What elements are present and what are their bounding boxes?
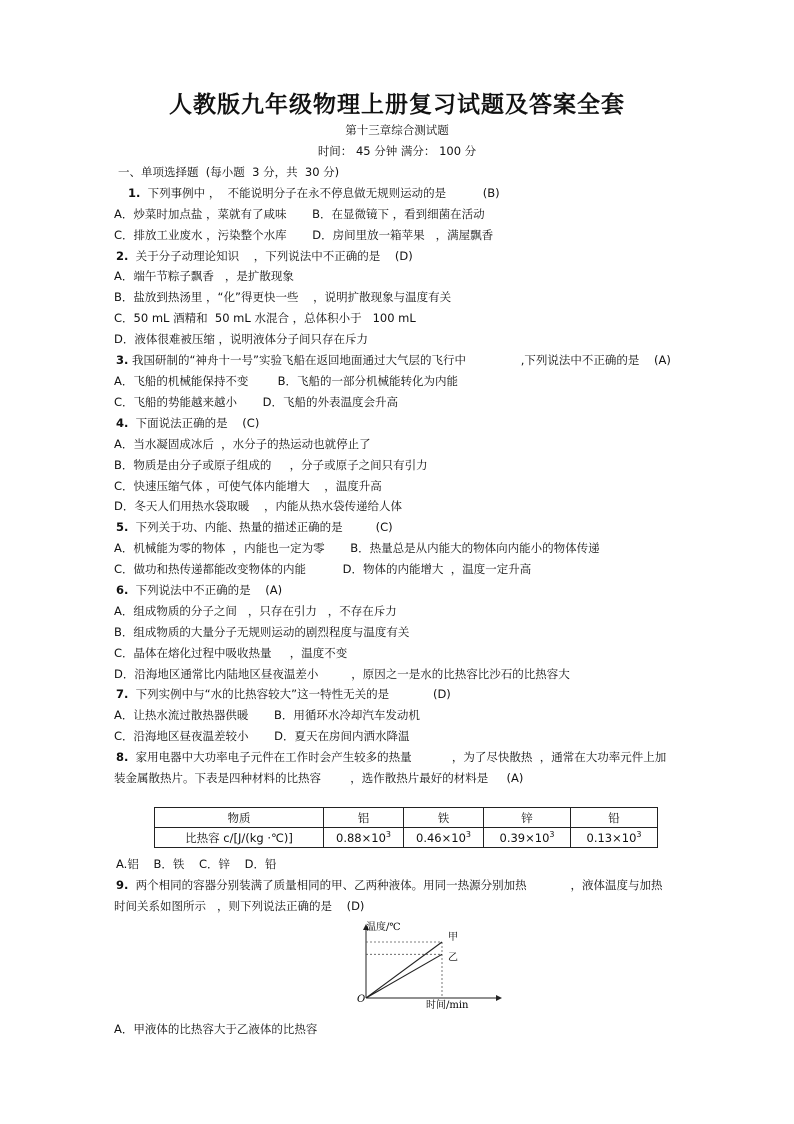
question-9-line2: 时间关系如图所示 ，则下列说法正确的是 (D) [114,899,365,913]
question-9-line1: 9. 两个相同的容器分别装满了质量相同的甲、乙两种液体。用同一热源分别加热 ，液体温度与加热 [116,878,663,892]
question-4-option-b: B．物质是由分子或原子组成的 ，分子或原子之间只有引力 [114,458,428,472]
question-4-option-d: D．冬天人们用热水袋取暖 ，内能从热水袋传递给人体 [114,499,402,513]
question-1-options-ab: A．炒菜时加点盐 ，菜就有了咸味 B．在显微镜下 ，看到细菌在活动 [114,207,485,221]
table-header-cell: 铅 [571,808,658,828]
question-2: 2. 关于分子动理论知识 ，下列说法中不正确的是 (D) [116,249,413,263]
question-3: 3. 我国研制的“神舟十一号”实验飞船在返回地面通过大气层的飞行中 ,下列说法中不正确的是 (A) [116,353,671,367]
question-8-line2: 装金属散热片。下表是四种材料的比热容 ，选作散热片最好的材料是 (A) [114,771,524,785]
temperature-time-figure [350,912,510,1012]
section-heading: 一、单项选择题 (每小题 3 分，共 30 分) [118,165,340,179]
question-2-option-c: C．50 mL 酒精和 50 mL 水混合 ，总体积小于 100 mL [114,311,416,325]
question-9-option-a: A．甲液体的比热容大于乙液体的比热容 [114,1022,318,1036]
table-header-row [155,808,658,828]
table-cell: $0.39\times 10^3$ [484,828,571,848]
series-label: 乙 [448,952,458,964]
question-8-options: A.铝 B．铁 C．锌 D．铅 [116,857,277,871]
question-1: 1. 下列事例中 ， 不能说明分子在永不停息做无规则运动的是 (B) [128,186,500,200]
question-7-options-cd: C．沿海地区昼夜温差较小 D．夏天在房间内洒水降温 [114,729,410,743]
x-axis-arrow [496,995,502,1001]
y-axis-label: 温度/℃ [366,922,401,933]
question-8-line1: 8. 家用电器中大功率电子元件在工作时会产生较多的热量 ，为了尽快散热 ，通常在大功率元件上加 [116,750,667,764]
time-score-line: 时间： 45 分钟 满分： 100 分 [317,144,477,158]
table-cell: $0.88\times 10^3$ [324,828,404,848]
question-4-option-c: C．快速压缩气体 ，可使气体内能增大 ，温度升高 [114,479,382,493]
question-5: 5. 下列关于功、内能、热量的描述正确的是 (C) [116,520,393,534]
series-line [366,942,442,998]
figure-series [366,931,458,998]
question-6-option-c: C．晶体在熔化过程中吸收热量 ，温度不变 [114,646,348,660]
question-2-option-d: D．液体很难被压缩 ，说明液体分子间只存在斥力 [114,332,369,346]
table-row [155,828,658,848]
question-6-option-b: B．组成物质的大量分子无规则运动的剧烈程度与温度有关 [114,625,410,639]
question-4: 4. 下面说法正确的是 (C) [116,416,260,430]
question-7: 7. 下列实例中与“水的比热容较大”这一特性无关的是 (D) [116,687,451,701]
table-header-cell: 锌 [484,808,571,828]
table-header-cell: 铁 [404,808,484,828]
x-axis-label: 时间/min [426,1000,469,1011]
table-row-label: 比热容 c/[J/(kg ·℃)] [155,828,324,848]
question-6: 6. 下列说法中不正确的是 (A) [116,583,283,597]
table-header-cell: 物质 [155,808,324,828]
origin-label: O [357,994,366,1005]
question-6-option-d: D．沿海地区通常比内陆地区昼夜温差小 ，原因之一是水的比热容比沙石的比热容大 [114,667,570,681]
table-cell: $0.13\times 10^3$ [571,828,658,848]
doc-title: 人教版九年级物理上册复习试题及答案全套 [169,91,625,118]
table-header-cell: 铝 [324,808,404,828]
question-1-options-cd: C．排放工业废水 ，污染整个水库 D．房间里放一箱苹果 ，满屋飘香 [114,228,494,242]
question-5-options-cd: C．做功和热传递都能改变物体的内能 D．物体的内能增大 ，温度一定升高 [114,562,532,576]
series-label: 甲 [448,932,458,943]
question-3-options-cd: C．飞船的势能越来越小 D．飞船的外表温度会升高 [114,395,398,409]
question-3-options-ab: A．飞船的机械能保持不变 B．飞船的一部分机械能转化为内能 [114,374,458,388]
question-2-option-a: A．端午节粽子飘香 ，是扩散现象 [114,269,294,283]
chapter-subtitle: 第十三章综合测试题 [345,123,449,137]
question-2-option-b: B．盐放到热汤里 ，“化”得更快一些 ，说明扩散现象与温度有关 [114,290,452,304]
specific-heat-table [154,807,658,848]
question-4-option-a: A．当水凝固成冰后 ，水分子的热运动也就停止了 [114,437,371,451]
question-5-options-ab: A．机械能为零的物体 ，内能也一定为零 B．热量总是从内能大的物体向内能小的物体传递 [114,541,600,555]
table-cell: $0.46\times 10^3$ [404,828,484,848]
question-6-option-a: A．组成物质的分子之间 ，只存在引力 ，不存在斥力 [114,604,397,618]
question-7-options-ab: A．让热水流过散热器供暖 B．用循环水冷却汽车发动机 [114,708,420,722]
figure-axes [363,924,502,1001]
series-line [366,954,442,998]
